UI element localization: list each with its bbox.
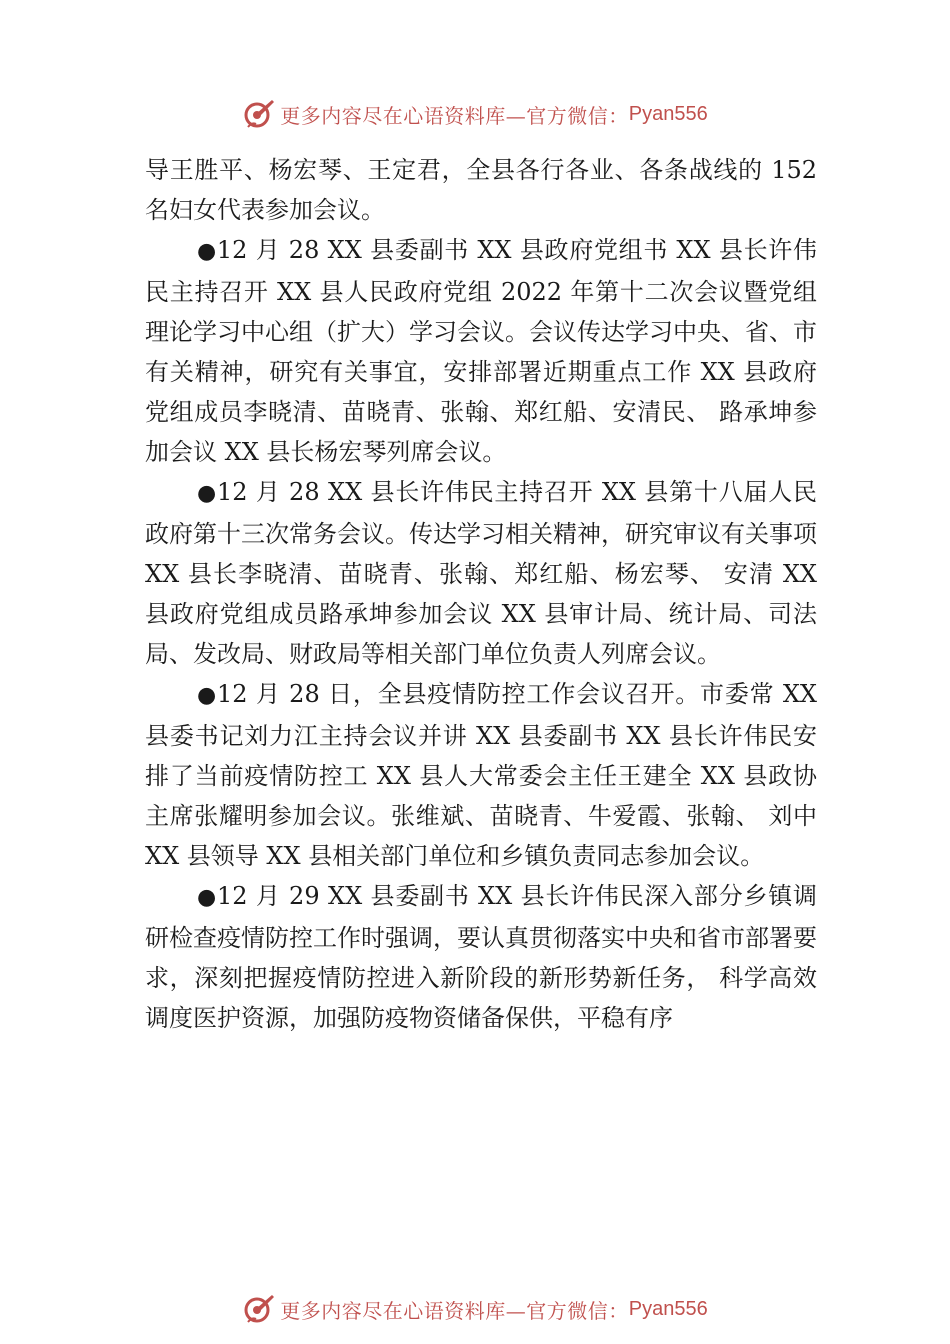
bullet-paragraph: ●12 月 28 XX 县委副书 XX 县政府党组书 XX 县长许伟民主持召开 XX 县人民政府党组 2022 年第十二次会议暨党组理论学习中心组（扩大）学习会议。会议传达学习中央、省、市有关精神，研究有关事宜，安排部署近期重点工作 XX 县政府党组成员李晓清、苗晓青、张翰、郑红船、安清民、 路承坤参加会议 XX 县长杨宏琴列席会议。 xyxy=(145,236,817,466)
quill-pen-logo-icon xyxy=(242,97,276,131)
bullet-icon: ● xyxy=(197,481,217,506)
quill-pen-logo-icon xyxy=(242,1292,276,1326)
banner-wechat-id: Pyan556 xyxy=(628,1297,708,1320)
banner-text: 更多内容尽在心语资料库—官方微信： xyxy=(280,103,629,128)
footer-banner xyxy=(0,1289,950,1329)
header-banner xyxy=(0,94,950,134)
bullet-paragraph: ●12 月 28 XX 县长许伟民主持召开 XX 县第十八届人民政府第十三次常务会议。传达学习相关精神，研究审议有关事项 XX 县长李晓清、苗晓青、张翰、郑红船、杨宏琴、 安清 XX 县政府党组成员路承坤参加会议 XX 县审计局、统计局、司法局、发改局、财政局等相关部门单位负责人列席会议。 xyxy=(145,478,817,668)
document-body xyxy=(145,150,817,1038)
bullet-icon: ● xyxy=(197,683,217,708)
bullet-icon: ● xyxy=(197,239,217,264)
paragraph: 导王胜平、杨宏琴、王定君，全县各行各业、各条战线的 152 名妇女代表参加会议。 xyxy=(145,156,817,224)
bullet-paragraph: ●12 月 28 日，全县疫情防控工作会议召开。市委常 XX 县委书记刘力江主持会议并讲 XX 县委副书 XX 县长许伟民安排了当前疫情防控工 XX 县人大常委会主任王建全 XX 县政协主席张耀明参加会议。张维斌、苗晓青、牛爱霞、张翰、 刘中 XX 县领导 XX 县相关部门单位和乡镇负责同志参加会议。 xyxy=(145,680,818,870)
banner-wechat-id: Pyan556 xyxy=(628,102,708,125)
banner-text: 更多内容尽在心语资料库—官方微信： xyxy=(280,1298,629,1323)
bullet-icon: ● xyxy=(197,885,217,910)
bullet-paragraph: ●12 月 29 XX 县委副书 XX 县长许伟民深入部分乡镇调研检查疫情防控工作时强调，要认真贯彻落实中央和省市部署要求，深刻把握疫情防控进入新阶段的新形势新任务， 科学高效调度医护资源，加强防疫物资储备保供，平稳有序 xyxy=(145,882,817,1032)
